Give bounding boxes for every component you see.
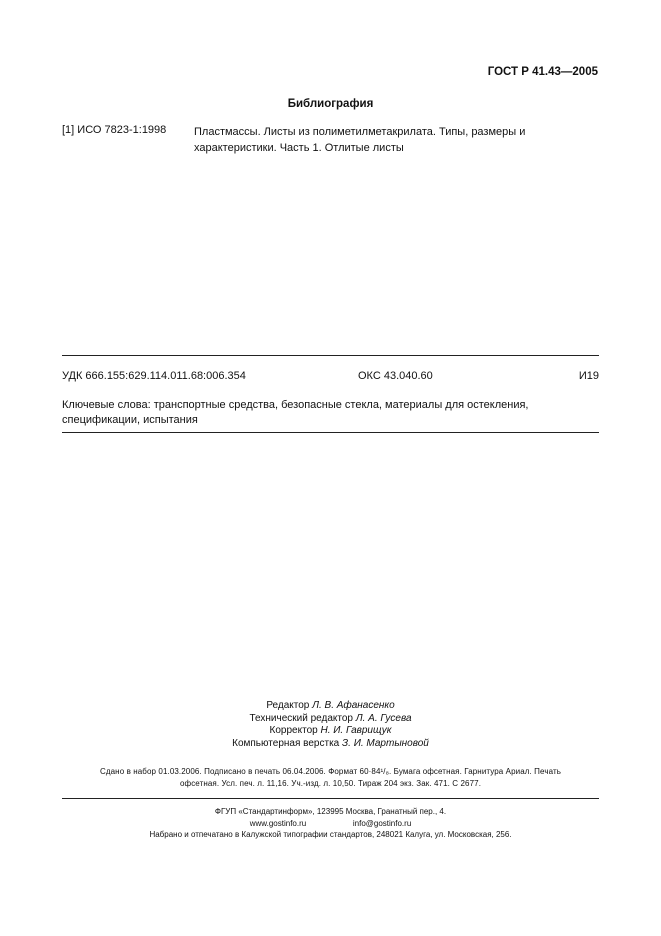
keywords: Ключевые слова: транспортные средства, безопасные стекла, материалы для остекления, спецификации, испытания: [62, 399, 529, 426]
reference-number: [1] ИСО 7823-1:1998: [62, 124, 167, 136]
publisher-address: ФГУП «Стандартинформ», 123995 Москва, Гранатный пер., 4.: [214, 807, 447, 816]
publisher-email[interactable]: info@gostinfo.ru: [352, 818, 412, 828]
oks-code: ОКС 43.040.60: [358, 370, 433, 382]
publisher-website[interactable]: www.gostinfo.ru: [249, 818, 307, 828]
udk-code: УДК 666.155:629.114.011.68:006.354: [62, 370, 246, 382]
group-code: И19: [578, 370, 599, 382]
staff-corrector: [0, 725, 661, 738]
imprint-line-1: Сдано в набор 01.03.2006. Подписано в печать 06.04.2006. Формат 60·84¹/₈. Бумага офсетная. Гарнитура Ариал. Печать: [99, 767, 561, 776]
staff-role: Компьютерная верстка: [232, 737, 340, 749]
staff-tech-editor: [0, 713, 661, 726]
staff-role: Редактор: [266, 700, 310, 711]
publisher-info: [0, 806, 661, 841]
divider-top: [62, 355, 599, 356]
imprint-line-2: офсетная. Усл. печ. л. 11,16. Уч.-изд. л. 10,50. Тираж 204 экз. Зак. 471. С 2677.: [179, 779, 482, 788]
imprint: [62, 766, 599, 790]
staff-name: Л. В. Афанасенко: [312, 700, 395, 711]
publisher-printer: Набрано и отпечатано в Калужской типографии стандартов, 248021 Калуга, ул. Московская, 256.: [149, 830, 512, 839]
divider-bottom: [62, 432, 599, 433]
publisher-contacts: [0, 818, 661, 830]
bibliography-title: Библиография: [287, 98, 374, 110]
staff-role: Технический редактор: [249, 712, 353, 724]
staff-credits: [0, 700, 661, 750]
staff-name: Н. И. Гаврищук: [320, 725, 392, 736]
divider-imprint: [62, 798, 599, 799]
document-code: ГОСТ Р 41.43—2005: [487, 66, 598, 78]
staff-name: Л. А. Гусева: [355, 712, 412, 724]
staff-name: З. И. Мартыновой: [342, 737, 429, 749]
staff-editor: [0, 700, 661, 713]
staff-layout: [0, 738, 661, 751]
staff-role: Корректор: [269, 725, 318, 736]
reference-text: Пластмассы. Листы из полиметилметакрилата. Типы, размеры и характеристики. Часть 1. Отлитые листы: [194, 126, 526, 154]
